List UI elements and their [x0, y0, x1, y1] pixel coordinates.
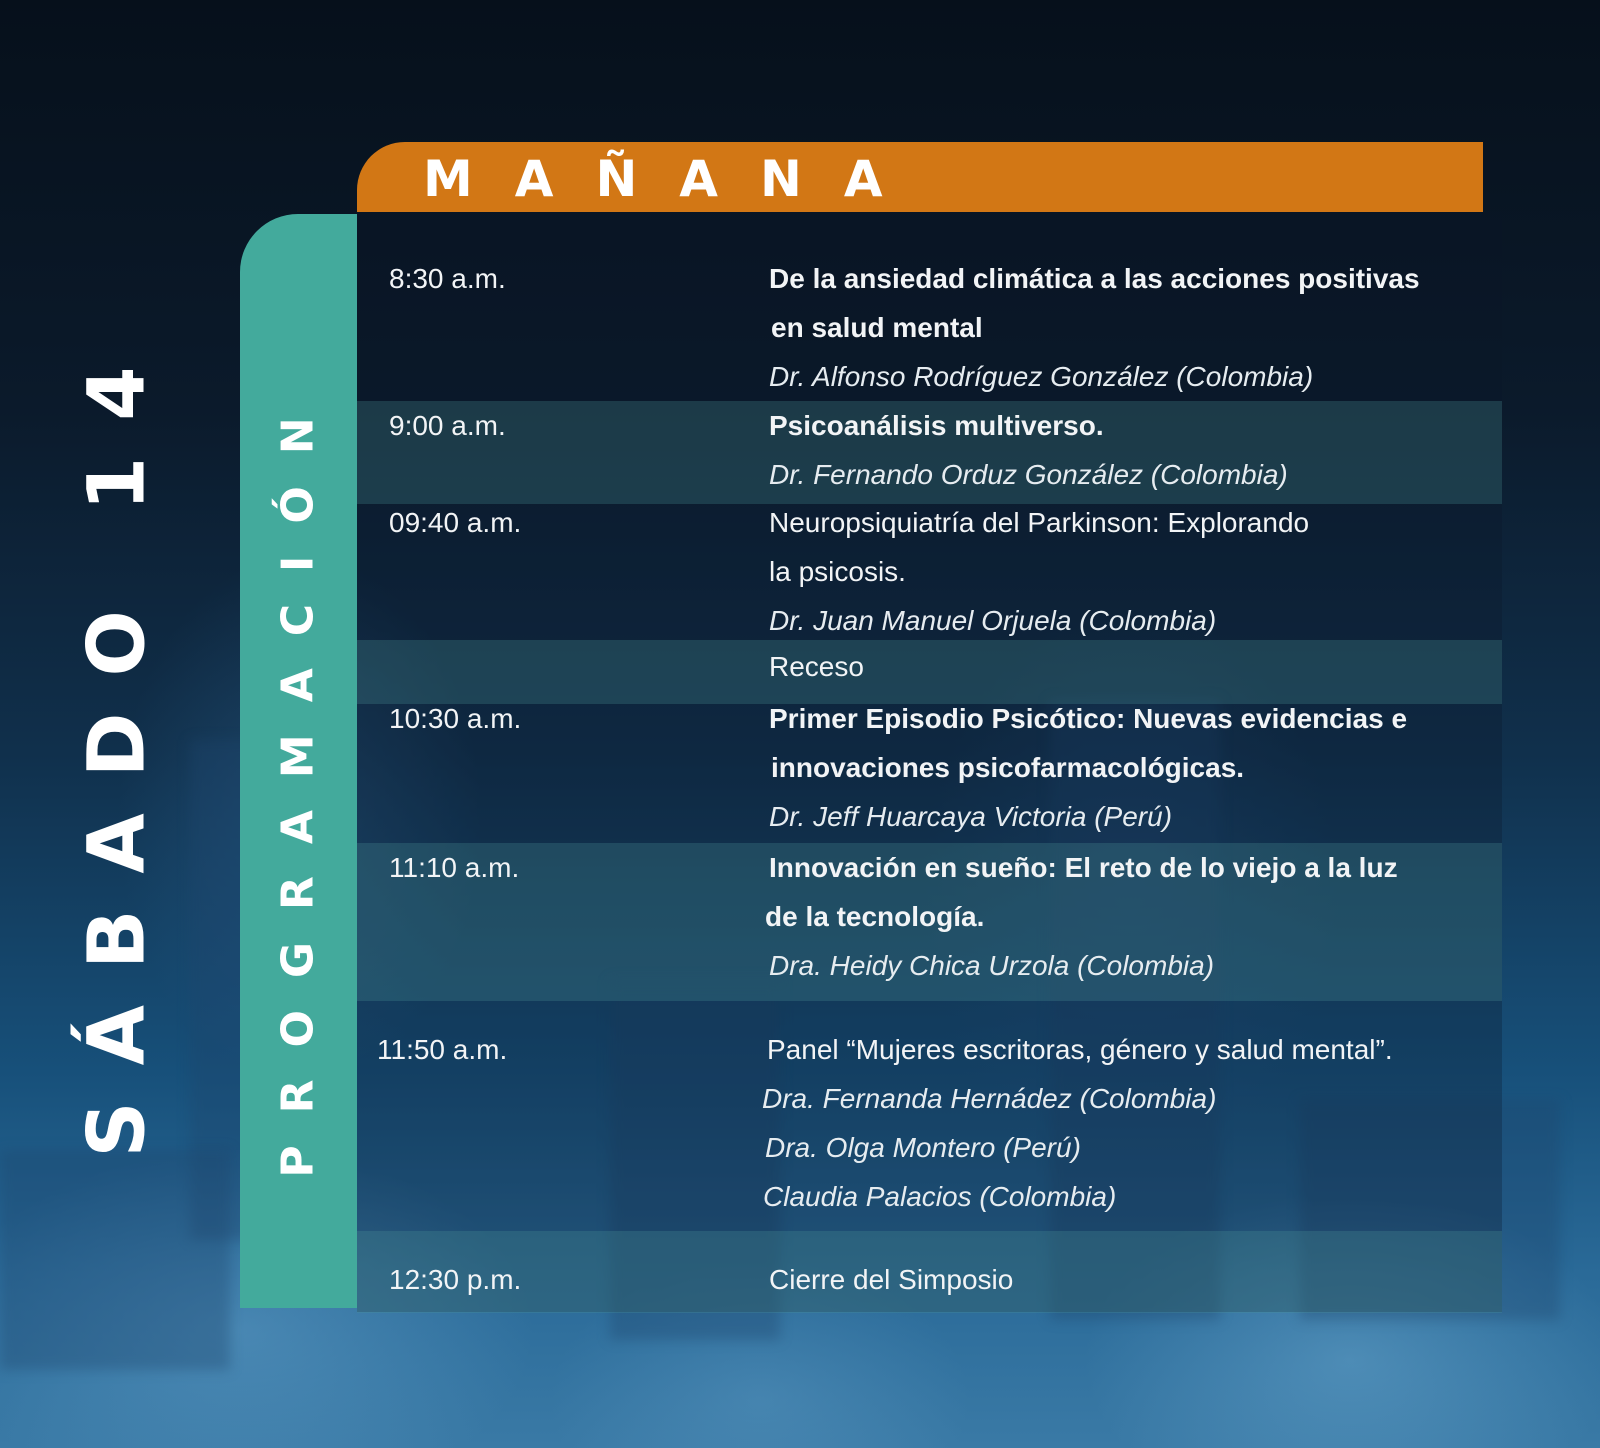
- schedule-row: [357, 498, 1502, 640]
- session-speaker: Dr. Alfonso Rodríguez González (Colombia): [769, 361, 1314, 392]
- schedule-row: [357, 843, 1502, 1001]
- schedule-row: [357, 254, 1502, 401]
- session-time: 8:30 a.m.: [389, 263, 506, 294]
- session-title: Neuropsiquiatría del Parkinson: Explorando: [769, 507, 1310, 538]
- session-title-cont: la psicosis.: [769, 556, 906, 587]
- session-time: 9:00 a.m.: [389, 410, 506, 441]
- day-title: [0, 0, 235, 1448]
- session-title: De la ansiedad climática a las acciones positivas: [769, 263, 1420, 294]
- session-title-cont: en salud mental: [771, 312, 983, 343]
- programacion-band: [240, 214, 357, 1308]
- schedule-row: [357, 1231, 1502, 1313]
- session-speaker: Dra. Olga Montero (Perú): [765, 1132, 1081, 1163]
- session-header-label: MAÑANA: [423, 150, 925, 208]
- session-title: Panel “Mujeres escritoras, género y salud mental”.: [767, 1034, 1393, 1065]
- session-title: Cierre del Simposio: [769, 1264, 1014, 1295]
- session-title: Primer Episodio Psicótico: Nuevas evidencias e: [769, 703, 1408, 734]
- session-time: 12:30 p.m.: [389, 1264, 522, 1295]
- session-header: [357, 142, 1483, 212]
- session-speaker: Dra. Heidy Chica Urzola (Colombia): [769, 950, 1215, 981]
- programacion-label: PROGRAMACIÓN: [273, 384, 324, 1178]
- session-title: Innovación en sueño: El reto de lo viejo a la luz: [769, 852, 1398, 883]
- session-title: Psicoanálisis multiverso.: [769, 410, 1104, 441]
- session-title-cont: innovaciones psicofarmacológicas.: [771, 752, 1245, 783]
- session-title-cont: de la tecnología.: [765, 901, 985, 932]
- session-speaker: Dr. Jeff Huarcaya Victoria (Perú): [769, 801, 1173, 832]
- session-speaker: Claudia Palacios (Colombia): [763, 1181, 1117, 1212]
- session-speaker: Dra. Fernanda Hernádez (Colombia): [762, 1083, 1217, 1114]
- session-speaker: Dr. Juan Manuel Orjuela (Colombia): [769, 605, 1217, 636]
- session-time: 09:40 a.m.: [389, 507, 522, 538]
- session-speaker: Dr. Fernando Orduz González (Colombia): [769, 459, 1288, 490]
- schedule-row: [357, 1001, 1502, 1231]
- schedule-row: [357, 401, 1502, 504]
- schedule-row: [357, 694, 1502, 843]
- session-time: 11:50 a.m.: [377, 1034, 508, 1065]
- session-time: 11:10 a.m.: [389, 852, 520, 883]
- session-time: 10:30 a.m.: [389, 703, 522, 734]
- day-title-text: SÁBADO 14: [72, 330, 163, 1158]
- break-label: Receso: [769, 651, 864, 682]
